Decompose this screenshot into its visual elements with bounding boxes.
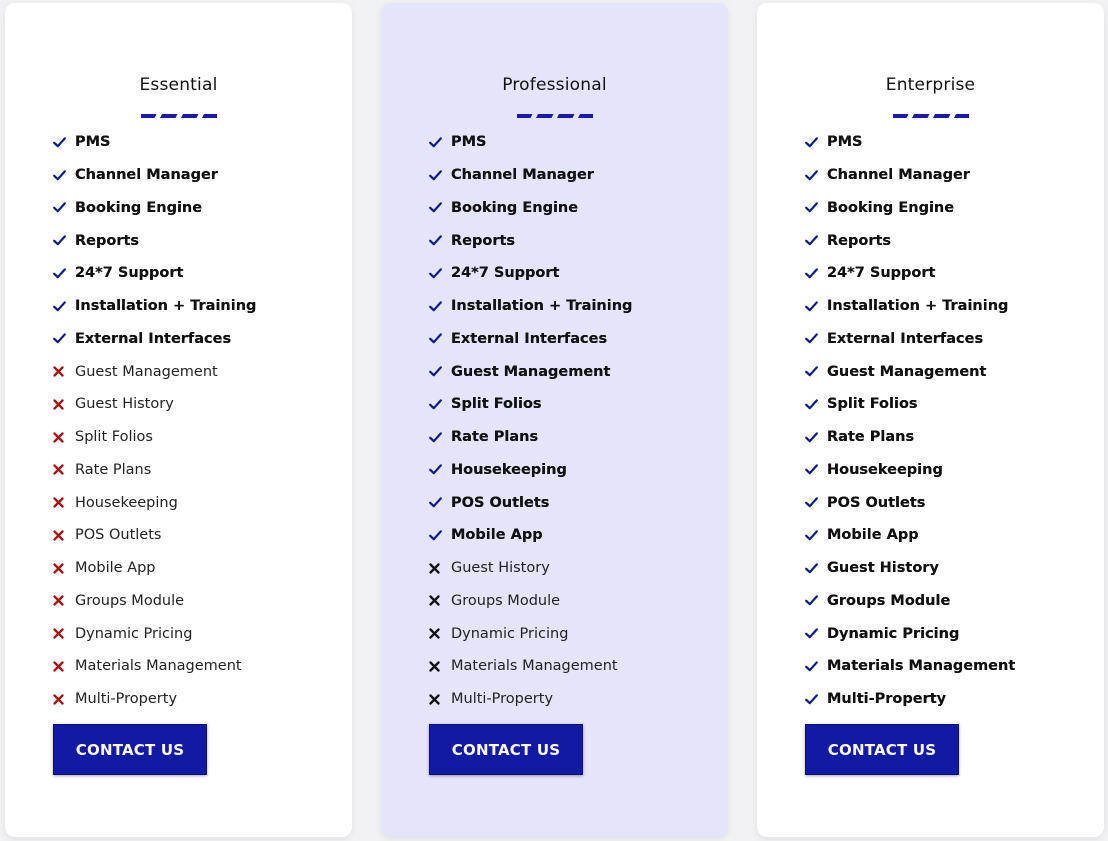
title-underline-decoration: [517, 114, 593, 118]
cross-icon: [429, 694, 451, 705]
feature-item: [53, 192, 256, 225]
feature-item: [805, 486, 1015, 519]
feature-label: External Interfaces: [75, 330, 232, 347]
check-icon: [805, 202, 827, 213]
check-icon: [429, 301, 451, 312]
feature-label: Channel Manager: [451, 167, 594, 184]
feature-label: Rate Plans: [75, 461, 152, 478]
feature-label: Installation + Training: [451, 298, 633, 315]
feature-label: Mobile App: [75, 560, 156, 577]
feature-item: [429, 355, 632, 388]
feature-label: Multi-Property: [827, 691, 947, 708]
plan-title: Professional: [502, 75, 607, 95]
cross-icon: [53, 366, 75, 377]
check-icon: [805, 497, 827, 508]
feature-label: PMS: [451, 134, 487, 151]
feature-item: [805, 323, 1015, 356]
check-icon: [53, 170, 75, 181]
feature-item: [805, 355, 1015, 388]
feature-item: [429, 388, 632, 421]
feature-label: PMS: [827, 134, 863, 151]
check-icon: [429, 333, 451, 344]
title-underline-decoration: [141, 114, 217, 118]
feature-label: Booking Engine: [451, 199, 579, 216]
feature-label: Dynamic Pricing: [827, 625, 960, 642]
feature-label: Channel Manager: [75, 167, 218, 184]
feature-label: 24*7 Support: [75, 265, 184, 282]
cross-icon: [429, 563, 451, 574]
feature-label: Dynamic Pricing: [451, 625, 569, 642]
feature-label: Split Folios: [827, 396, 918, 413]
check-icon: [805, 333, 827, 344]
feature-label: Booking Engine: [75, 199, 203, 216]
feature-item: [53, 323, 256, 356]
feature-item: [53, 224, 256, 257]
contact-us-button[interactable]: CONTACT US: [429, 724, 583, 775]
feature-label: Split Folios: [451, 396, 542, 413]
feature-label: POS Outlets: [451, 494, 550, 511]
feature-label: POS Outlets: [827, 494, 926, 511]
feature-item: [429, 486, 632, 519]
feature-label: Dynamic Pricing: [75, 625, 193, 642]
feature-item: [429, 224, 632, 257]
feature-item: [53, 683, 256, 716]
feature-label: Housekeeping: [75, 494, 178, 511]
check-icon: [429, 366, 451, 377]
cross-icon: [429, 595, 451, 606]
check-icon: [805, 661, 827, 672]
feature-item: [429, 650, 632, 683]
feature-label: Groups Module: [451, 592, 561, 609]
feature-item: [805, 454, 1015, 487]
cross-icon: [53, 497, 75, 508]
feature-label: Multi-Property: [451, 691, 554, 708]
check-icon: [429, 497, 451, 508]
check-icon: [53, 268, 75, 279]
cross-icon: [53, 595, 75, 606]
feature-item: [429, 159, 632, 192]
check-icon: [805, 235, 827, 246]
feature-label: Groups Module: [827, 592, 951, 609]
feature-item: [429, 683, 632, 716]
cross-icon: [53, 399, 75, 410]
feature-item: [429, 126, 632, 159]
feature-label: Materials Management: [451, 658, 618, 675]
feature-item: [805, 290, 1015, 323]
feature-label: Housekeeping: [451, 461, 567, 478]
cross-icon: [53, 694, 75, 705]
check-icon: [805, 268, 827, 279]
cross-icon: [53, 628, 75, 639]
feature-label: Installation + Training: [827, 298, 1009, 315]
plan-card-enterprise: [757, 3, 1104, 837]
feature-label: Guest History: [75, 396, 174, 413]
feature-label: Materials Management: [75, 658, 242, 675]
check-icon: [429, 235, 451, 246]
cross-icon: [53, 563, 75, 574]
feature-label: Rate Plans: [827, 429, 915, 446]
check-icon: [429, 399, 451, 410]
check-icon: [805, 137, 827, 148]
check-icon: [429, 202, 451, 213]
feature-item: [805, 519, 1015, 552]
feature-list: [53, 126, 256, 716]
check-icon: [805, 628, 827, 639]
feature-label: Reports: [827, 232, 892, 249]
check-icon: [805, 366, 827, 377]
check-icon: [429, 530, 451, 541]
feature-item: [805, 585, 1015, 618]
feature-item: [429, 617, 632, 650]
feature-label: Groups Module: [75, 592, 185, 609]
feature-item: [53, 585, 256, 618]
feature-item: [805, 388, 1015, 421]
feature-label: Rate Plans: [451, 429, 539, 446]
contact-us-button[interactable]: CONTACT US: [805, 724, 959, 775]
feature-item: [53, 126, 256, 159]
feature-label: POS Outlets: [75, 527, 162, 544]
feature-item: [53, 552, 256, 585]
feature-label: Multi-Property: [75, 691, 178, 708]
feature-item: [429, 192, 632, 225]
feature-label: Guest History: [827, 560, 939, 577]
check-icon: [53, 202, 75, 213]
title-underline-decoration: [893, 114, 969, 118]
feature-item: [805, 126, 1015, 159]
feature-item: [805, 192, 1015, 225]
check-icon: [805, 694, 827, 705]
feature-list: [805, 126, 1015, 716]
check-icon: [53, 235, 75, 246]
cross-icon: [53, 464, 75, 475]
check-icon: [805, 464, 827, 475]
feature-item: [53, 290, 256, 323]
feature-item: [53, 650, 256, 683]
feature-item: [429, 552, 632, 585]
check-icon: [805, 530, 827, 541]
feature-item: [53, 421, 256, 454]
check-icon: [805, 563, 827, 574]
feature-item: [53, 257, 256, 290]
check-icon: [429, 137, 451, 148]
feature-label: Guest Management: [75, 363, 218, 380]
feature-item: [805, 159, 1015, 192]
check-icon: [53, 137, 75, 148]
feature-label: Housekeeping: [827, 461, 943, 478]
feature-label: 24*7 Support: [827, 265, 936, 282]
check-icon: [429, 432, 451, 443]
check-icon: [429, 170, 451, 181]
feature-item: [53, 486, 256, 519]
feature-label: Reports: [75, 232, 140, 249]
feature-item: [805, 421, 1015, 454]
feature-label: Reports: [451, 232, 516, 249]
plan-card-essential: [5, 3, 352, 837]
plan-title: Essential: [139, 75, 218, 95]
check-icon: [53, 301, 75, 312]
feature-item: [53, 388, 256, 421]
plan-title: Enterprise: [885, 75, 976, 95]
feature-item: [53, 355, 256, 388]
feature-item: [805, 683, 1015, 716]
feature-item: [53, 617, 256, 650]
feature-item: [805, 552, 1015, 585]
cross-icon: [429, 661, 451, 672]
cross-icon: [53, 661, 75, 672]
feature-label: Guest Management: [451, 363, 611, 380]
feature-item: [429, 257, 632, 290]
feature-label: Guest History: [451, 560, 550, 577]
feature-item: [429, 454, 632, 487]
check-icon: [805, 399, 827, 410]
feature-label: External Interfaces: [827, 330, 984, 347]
feature-item: [805, 224, 1015, 257]
feature-label: Booking Engine: [827, 199, 955, 216]
feature-item: [805, 257, 1015, 290]
feature-item: [429, 519, 632, 552]
contact-us-button[interactable]: CONTACT US: [53, 724, 207, 775]
feature-label: Materials Management: [827, 658, 1016, 675]
feature-item: [429, 421, 632, 454]
feature-item: [429, 585, 632, 618]
check-icon: [805, 301, 827, 312]
feature-item: [805, 650, 1015, 683]
feature-label: Split Folios: [75, 429, 153, 446]
feature-label: PMS: [75, 134, 111, 151]
feature-label: Channel Manager: [827, 167, 970, 184]
check-icon: [53, 333, 75, 344]
cross-icon: [429, 628, 451, 639]
feature-item: [429, 290, 632, 323]
check-icon: [805, 595, 827, 606]
feature-label: Mobile App: [827, 527, 919, 544]
feature-item: [53, 454, 256, 487]
check-icon: [805, 432, 827, 443]
feature-label: External Interfaces: [451, 330, 608, 347]
feature-label: 24*7 Support: [451, 265, 560, 282]
plan-card-professional: [381, 3, 728, 837]
feature-list: [429, 126, 632, 716]
feature-item: [429, 323, 632, 356]
cross-icon: [53, 530, 75, 541]
cross-icon: [53, 432, 75, 443]
check-icon: [805, 170, 827, 181]
feature-item: [805, 617, 1015, 650]
feature-label: Guest Management: [827, 363, 987, 380]
feature-label: Installation + Training: [75, 298, 257, 315]
feature-item: [53, 159, 256, 192]
check-icon: [429, 464, 451, 475]
check-icon: [429, 268, 451, 279]
feature-label: Mobile App: [451, 527, 543, 544]
feature-item: [53, 519, 256, 552]
